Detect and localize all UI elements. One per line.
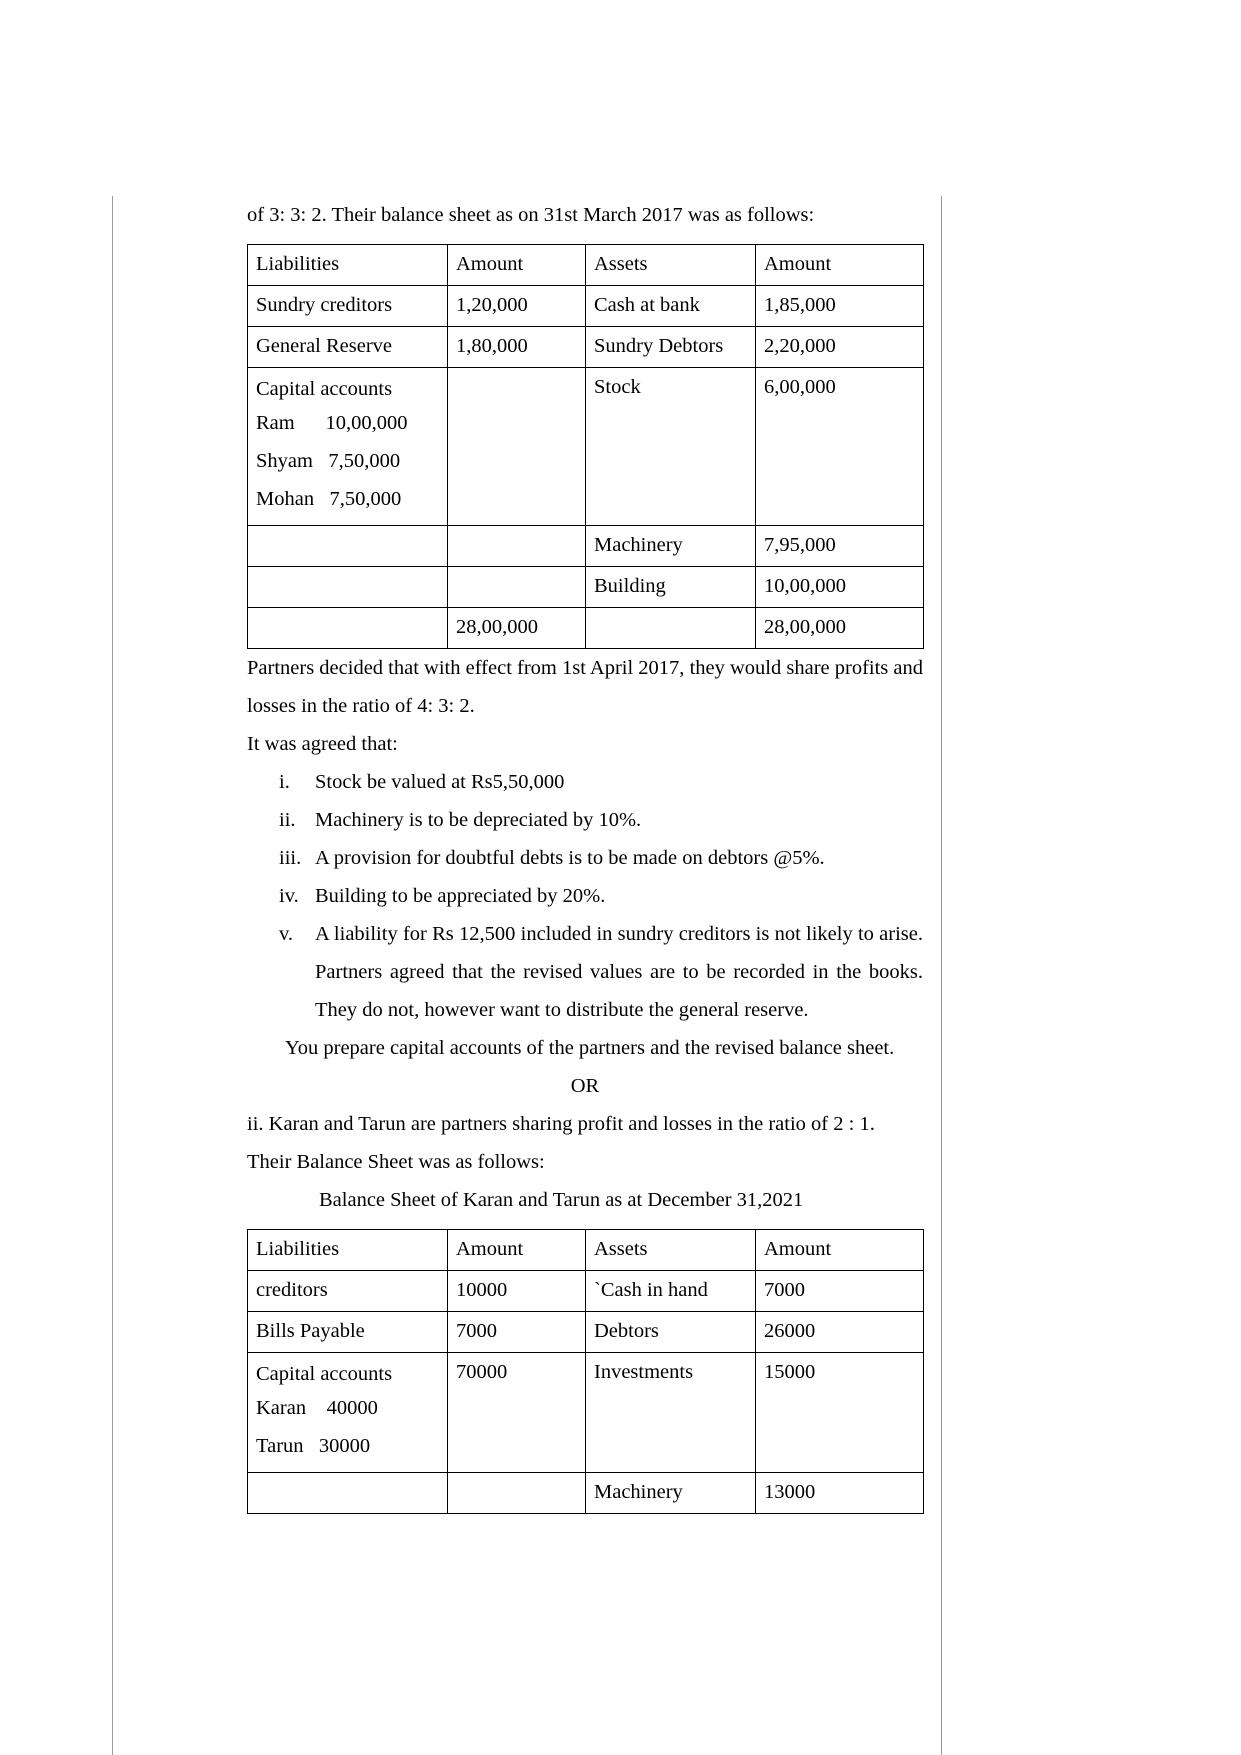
partner-name: Mohan bbox=[256, 488, 315, 510]
asset-amount: 7,95,000 bbox=[756, 526, 924, 567]
partner-tarun bbox=[256, 1427, 439, 1465]
table-total-row bbox=[248, 608, 924, 649]
liability-amount bbox=[448, 567, 586, 608]
asset-name: `Cash in hand bbox=[586, 1271, 756, 1312]
partner-name: Ram bbox=[256, 412, 295, 434]
liability-name bbox=[248, 526, 448, 567]
asset-name: Machinery bbox=[586, 1473, 756, 1514]
liability-name: Sundry creditors bbox=[248, 286, 448, 327]
partner-amount: 10,00,000 bbox=[325, 412, 408, 434]
asset-name: Sundry Debtors bbox=[586, 327, 756, 368]
list-item-numeral: i. bbox=[279, 771, 290, 793]
asset-name: Investments bbox=[586, 1353, 756, 1473]
para-their-balance-sheet: Their Balance Sheet was as follows: bbox=[247, 1151, 545, 1173]
list-item-numeral: iv. bbox=[279, 885, 299, 907]
capital-accounts-row bbox=[248, 1353, 924, 1473]
para-you-prepare: You prepare capital accounts of the partners and the revised balance sheet. bbox=[285, 1037, 895, 1059]
balance-sheet-table-1 bbox=[247, 244, 924, 649]
partner-name: Karan bbox=[256, 1397, 307, 1419]
list-item-text: A liability for Rs 12,500 included in sundry creditors is not likely to arise. Partners agreed that the revised values are to be recorded in the books. They do not, however want to distribute the general reserve. bbox=[315, 923, 923, 1021]
liability-name: creditors bbox=[248, 1271, 448, 1312]
column-header-amount-left: Amount bbox=[448, 245, 586, 286]
table-row bbox=[248, 526, 924, 567]
asset-amount: 6,00,000 bbox=[756, 368, 924, 526]
table-header-row bbox=[248, 1230, 924, 1271]
capital-accounts-cell bbox=[248, 368, 448, 526]
list-item-text: Building to be appreciated by 20%. bbox=[315, 885, 606, 907]
para-it-was-agreed: It was agreed that: bbox=[247, 733, 398, 755]
partner-name: Shyam bbox=[256, 450, 313, 472]
spacer bbox=[247, 1219, 923, 1229]
liability-name bbox=[248, 1473, 448, 1514]
liability-amount: 10000 bbox=[448, 1271, 586, 1312]
list-item-text: A provision for doubtful debts is to be made on debtors @5%. bbox=[315, 847, 825, 869]
capital-accounts-amount: 70000 bbox=[448, 1353, 586, 1473]
balance-sheet-table-2 bbox=[247, 1229, 924, 1514]
capital-accounts-row bbox=[248, 368, 924, 526]
partner-mohan bbox=[256, 480, 439, 518]
partner-amount: 30000 bbox=[318, 1435, 371, 1457]
list-item bbox=[247, 877, 923, 915]
liability-amount: 1,80,000 bbox=[448, 327, 586, 368]
column-header-assets: Assets bbox=[586, 245, 756, 286]
asset-name: Stock bbox=[586, 368, 756, 526]
liability-amount: 1,20,000 bbox=[448, 286, 586, 327]
total-liability-amount: 28,00,000 bbox=[448, 608, 586, 649]
column-header-assets: Assets bbox=[586, 1230, 756, 1271]
para-karan-tarun: ii. Karan and Tarun are partners sharing profit and losses in the ratio of 2 : 1. bbox=[247, 1113, 875, 1135]
list-item-numeral: v. bbox=[279, 923, 294, 945]
asset-amount: 2,20,000 bbox=[756, 327, 924, 368]
table-row bbox=[248, 1312, 924, 1353]
asset-name: Building bbox=[586, 567, 756, 608]
column-header-amount-left: Amount bbox=[448, 1230, 586, 1271]
list-item bbox=[247, 801, 923, 839]
column-header-amount-right: Amount bbox=[756, 1230, 924, 1271]
asset-amount: 13000 bbox=[756, 1473, 924, 1514]
liability-name bbox=[248, 567, 448, 608]
capital-accounts-heading: Capital accounts bbox=[256, 1363, 393, 1385]
you-prepare-block bbox=[285, 1029, 923, 1067]
table-row bbox=[248, 327, 924, 368]
asset-name: Machinery bbox=[586, 526, 756, 567]
capital-accounts-cell bbox=[248, 1353, 448, 1473]
list-item bbox=[247, 839, 923, 877]
column-header-liabilities: Liabilities bbox=[248, 245, 448, 286]
column-header-amount-right: Amount bbox=[756, 245, 924, 286]
partner-amount: 7,50,000 bbox=[328, 450, 401, 472]
asset-name: Cash at bank bbox=[586, 286, 756, 327]
liability-name: General Reserve bbox=[248, 327, 448, 368]
column-header-liabilities: Liabilities bbox=[248, 1230, 448, 1271]
partner-name: Tarun bbox=[256, 1435, 304, 1457]
partner-ram bbox=[256, 404, 439, 442]
liability-amount: 7000 bbox=[448, 1312, 586, 1353]
asset-name: Debtors bbox=[586, 1312, 756, 1353]
table-row bbox=[248, 1271, 924, 1312]
asset-amount: 7000 bbox=[756, 1271, 924, 1312]
table-row bbox=[248, 1473, 924, 1514]
table2-title: Balance Sheet of Karan and Tarun as at December 31,2021 bbox=[319, 1189, 804, 1211]
total-asset-amount: 28,00,000 bbox=[756, 608, 924, 649]
total-liability-blank bbox=[248, 608, 448, 649]
partner-karan bbox=[256, 1389, 439, 1427]
liability-amount bbox=[448, 1473, 586, 1514]
list-item bbox=[247, 915, 923, 1029]
liability-name: Bills Payable bbox=[248, 1312, 448, 1353]
capital-accounts-amount bbox=[448, 368, 586, 526]
asset-amount: 1,85,000 bbox=[756, 286, 924, 327]
partner-shyam bbox=[256, 442, 439, 480]
table-header-row bbox=[248, 245, 924, 286]
capital-accounts-heading: Capital accounts bbox=[256, 378, 393, 400]
list-item-text: Machinery is to be depreciated by 10%. bbox=[315, 809, 642, 831]
asset-amount: 15000 bbox=[756, 1353, 924, 1473]
intro-line: of 3: 3: 2. Their balance sheet as on 31st March 2017 was as follows: bbox=[247, 204, 815, 226]
para-partners-decided: Partners decided that with effect from 1st April 2017, they would share profits and losses in the ratio of 4: 3: 2. bbox=[247, 657, 923, 717]
liability-amount bbox=[448, 526, 586, 567]
list-item-numeral: iii. bbox=[279, 847, 302, 869]
table-row bbox=[248, 567, 924, 608]
agreed-items-list bbox=[247, 763, 923, 1029]
spacer bbox=[247, 234, 923, 244]
table-row bbox=[248, 286, 924, 327]
document-content bbox=[247, 196, 923, 1514]
asset-amount: 26000 bbox=[756, 1312, 924, 1353]
partner-amount: 7,50,000 bbox=[329, 488, 402, 510]
total-asset-blank bbox=[586, 608, 756, 649]
list-item bbox=[247, 763, 923, 801]
asset-amount: 10,00,000 bbox=[756, 567, 924, 608]
list-item-text: Stock be valued at Rs5,50,000 bbox=[315, 771, 565, 793]
or-separator: OR bbox=[570, 1075, 600, 1097]
list-item-numeral: ii. bbox=[279, 809, 296, 831]
partner-amount: 40000 bbox=[326, 1397, 378, 1419]
